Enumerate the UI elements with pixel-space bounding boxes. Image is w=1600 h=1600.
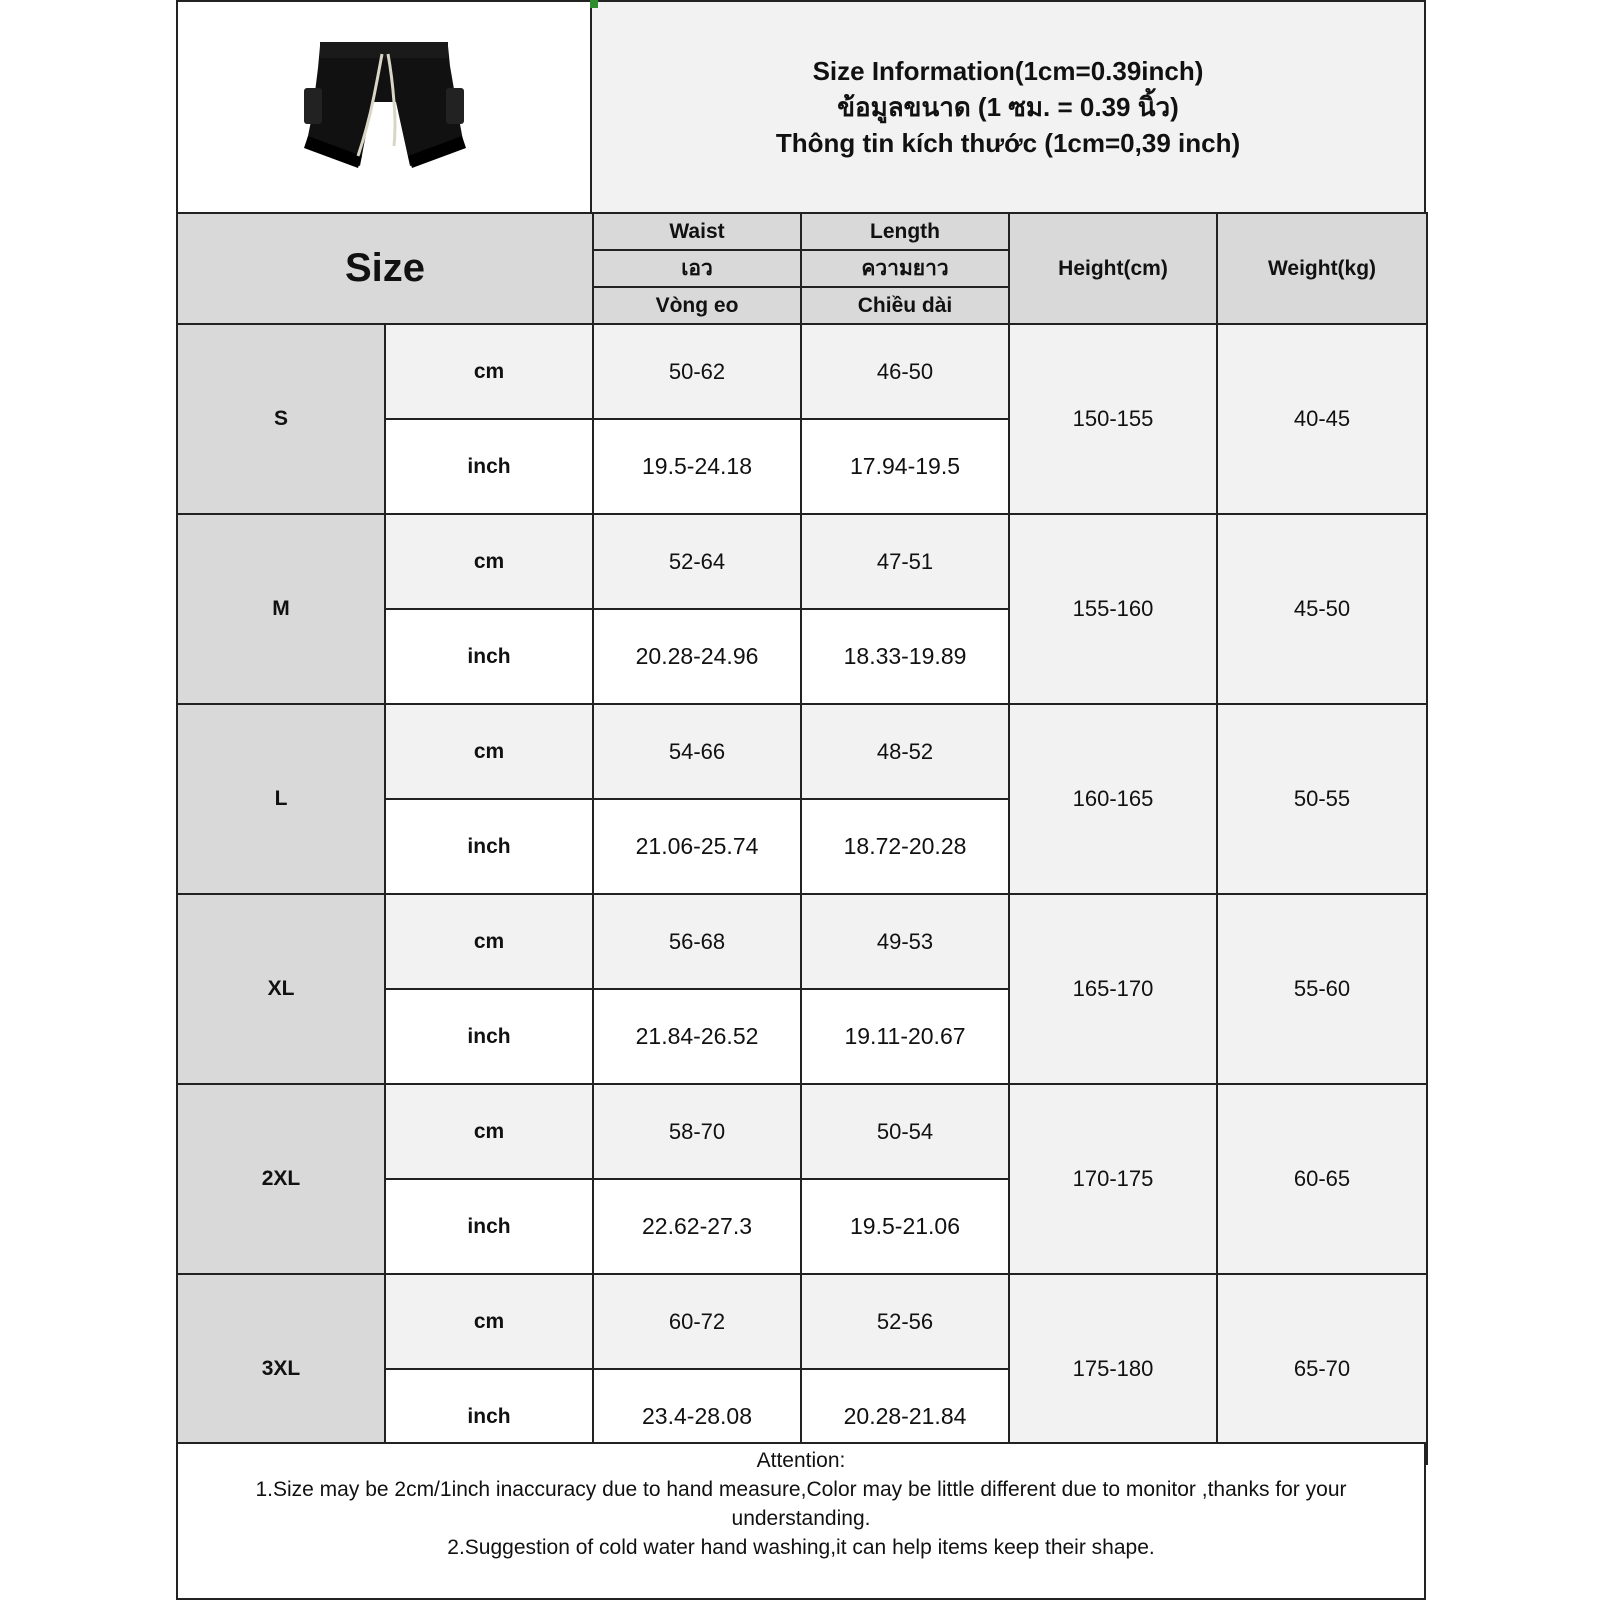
height-value: 165-170 — [1009, 894, 1217, 1084]
size-information-cell — [590, 0, 1426, 214]
waist-inch-value: 22.62-27.3 — [593, 1179, 801, 1274]
attention-title: Attention: — [756, 1449, 846, 1472]
waist-cm-value: 54-66 — [593, 704, 801, 799]
height-header: Height(cm) — [1009, 213, 1217, 324]
size-label: L — [177, 704, 385, 894]
size-table — [176, 212, 1428, 1465]
unit-cm-label: cm — [385, 324, 593, 419]
length-inch-value: 17.94-19.5 — [801, 419, 1009, 514]
waist-cm-value: 52-64 — [593, 514, 801, 609]
height-value: 175-180 — [1009, 1274, 1217, 1464]
length-cm-value: 49-53 — [801, 894, 1009, 989]
weight-value: 65-70 — [1217, 1274, 1427, 1464]
table-row — [177, 1084, 1427, 1179]
unit-cm-label: cm — [385, 514, 593, 609]
header-row — [176, 0, 1426, 214]
size-label: M — [177, 514, 385, 704]
unit-inch-label: inch — [385, 419, 593, 514]
attention-note — [176, 1442, 1426, 1600]
length-cm-value: 48-52 — [801, 704, 1009, 799]
attention-line-1: 1.Size may be 2cm/1inch inaccuracy due to hand measure,Color may be little different due to monitor ,thanks for your understanding. — [255, 1478, 1347, 1530]
product-photo-cell — [176, 0, 592, 214]
unit-cm-label: cm — [385, 704, 593, 799]
unit-inch-label: inch — [385, 1179, 593, 1274]
size-header: Size — [177, 213, 593, 324]
length-inch-value: 18.33-19.89 — [801, 609, 1009, 704]
shorts-image — [278, 6, 490, 212]
unit-inch-label: inch — [385, 989, 593, 1084]
corner-mark — [590, 0, 598, 8]
length-inch-value: 19.5-21.06 — [801, 1179, 1009, 1274]
length-inch-value: 20.28-21.84 — [801, 1369, 1009, 1464]
unit-cm-label: cm — [385, 894, 593, 989]
weight-value: 55-60 — [1217, 894, 1427, 1084]
waist-inch-value: 19.5-24.18 — [593, 419, 801, 514]
waist-inch-value: 20.28-24.96 — [593, 609, 801, 704]
size-label: 3XL — [177, 1274, 385, 1464]
length-inch-value: 19.11-20.67 — [801, 989, 1009, 1084]
unit-inch-label: inch — [385, 1369, 593, 1464]
table-row — [177, 1274, 1427, 1369]
length-cm-value: 50-54 — [801, 1084, 1009, 1179]
waist-cm-value: 60-72 — [593, 1274, 801, 1369]
unit-inch-label: inch — [385, 609, 593, 704]
table-row — [177, 894, 1427, 989]
length-header-en: Length — [801, 213, 1009, 250]
unit-inch-label: inch — [385, 799, 593, 894]
info-title-en: Size Information(1cm=0.39inch) — [812, 56, 1204, 86]
size-label: XL — [177, 894, 385, 1084]
height-value: 155-160 — [1009, 514, 1217, 704]
info-title-vi: Thông tin kích thước (1cm=0,39 inch) — [775, 128, 1241, 158]
waist-header-vi: Vòng eo — [593, 287, 801, 324]
waist-inch-value: 23.4-28.08 — [593, 1369, 801, 1464]
waist-cm-value: 50-62 — [593, 324, 801, 419]
table-row — [177, 704, 1427, 799]
waist-header-th: เอว — [593, 250, 801, 287]
height-value: 170-175 — [1009, 1084, 1217, 1274]
length-cm-value: 52-56 — [801, 1274, 1009, 1369]
attention-line-2: 2.Suggestion of cold water hand washing,it can help items keep their shape. — [447, 1536, 1155, 1559]
height-value: 150-155 — [1009, 324, 1217, 514]
size-chart-sheet — [176, 0, 1426, 1600]
length-inch-value: 18.72-20.28 — [801, 799, 1009, 894]
length-header-vi: Chiều dài — [801, 287, 1009, 324]
length-cm-value: 47-51 — [801, 514, 1009, 609]
length-header-th: ความยาว — [801, 250, 1009, 287]
weight-value: 50-55 — [1217, 704, 1427, 894]
product-image — [278, 6, 490, 212]
waist-inch-value: 21.06-25.74 — [593, 799, 801, 894]
table-row — [177, 514, 1427, 609]
waist-header-en: Waist — [593, 213, 801, 250]
info-title-th: ข้อมูลขนาด (1 ซม. = 0.39 นิ้ว) — [837, 92, 1179, 122]
size-label: S — [177, 324, 385, 514]
length-cm-value: 46-50 — [801, 324, 1009, 419]
height-value: 160-165 — [1009, 704, 1217, 894]
unit-cm-label: cm — [385, 1274, 593, 1369]
weight-header: Weight(kg) — [1217, 213, 1427, 324]
waist-cm-value: 56-68 — [593, 894, 801, 989]
waist-cm-value: 58-70 — [593, 1084, 801, 1179]
size-label: 2XL — [177, 1084, 385, 1274]
table-row — [177, 324, 1427, 419]
waist-inch-value: 21.84-26.52 — [593, 989, 801, 1084]
weight-value: 60-65 — [1217, 1084, 1427, 1274]
unit-cm-label: cm — [385, 1084, 593, 1179]
weight-value: 40-45 — [1217, 324, 1427, 514]
weight-value: 45-50 — [1217, 514, 1427, 704]
